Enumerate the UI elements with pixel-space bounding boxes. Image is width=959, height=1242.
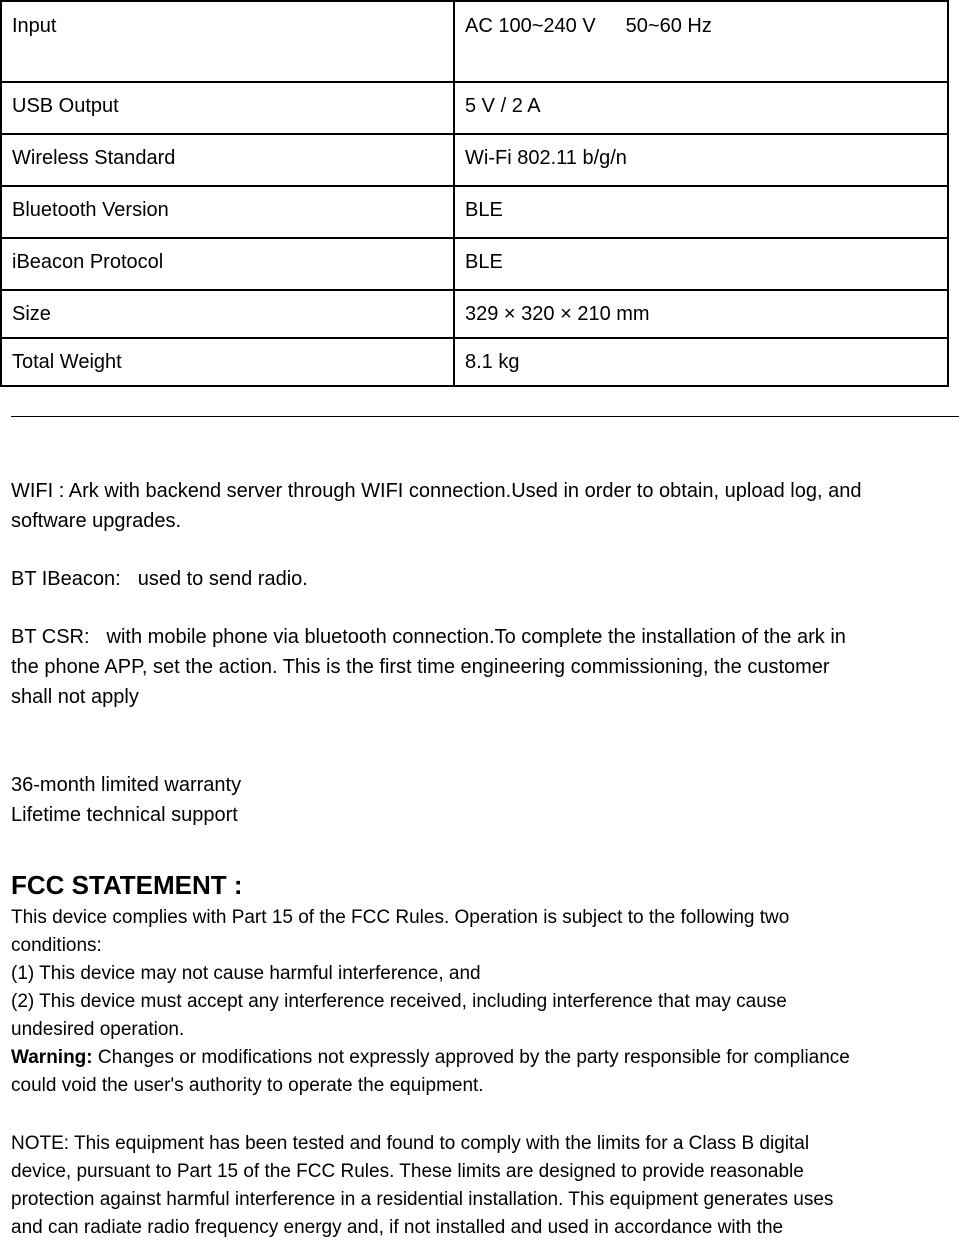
spec-row-ibeacon-protocol xyxy=(1,238,948,290)
bt-ibeacon-label: BT IBeacon: xyxy=(11,568,121,590)
fcc-condition-2: undesired operation. xyxy=(11,1019,185,1040)
warning-text: Changes or modifications not expressly approved by the party responsible for compliance xyxy=(92,1047,850,1068)
warning-text: could void the user's authority to operate the equipment. xyxy=(11,1075,484,1096)
spec-value-frequency: 50~60 Hz xyxy=(625,15,712,37)
bt-csr-label: BT CSR: xyxy=(11,626,90,648)
spec-value xyxy=(454,1,948,82)
horizontal-divider xyxy=(11,416,959,417)
warranty-text: 36-month limited warranty xyxy=(11,774,242,796)
spec-row-wireless-standard xyxy=(1,134,948,186)
warranty-block xyxy=(11,770,959,830)
spec-label: Size xyxy=(1,290,454,338)
bt-ibeacon-text: used to send radio. xyxy=(137,568,308,590)
spec-label: USB Output xyxy=(1,82,454,134)
fcc-statement xyxy=(11,904,959,1100)
spec-label: Wireless Standard xyxy=(1,134,454,186)
spec-label: Input xyxy=(1,1,454,82)
spec-row-usb-output xyxy=(1,82,948,134)
warning-label: Warning: xyxy=(11,1047,93,1068)
wifi-line: software upgrades. xyxy=(11,510,182,532)
note-line: protection against harmful interference in a residential installation. This equipment generates uses xyxy=(11,1189,834,1210)
wifi-line: WIFI : Ark with backend server through WIFI connection.Used in order to obtain, upload log, and xyxy=(11,480,862,502)
spec-label: iBeacon Protocol xyxy=(1,238,454,290)
spec-value: 329 × 320 × 210 mm xyxy=(454,290,948,338)
spec-row-bluetooth-version xyxy=(1,186,948,238)
fcc-condition-2: (2) This device must accept any interference received, including interference that may cause xyxy=(11,991,787,1012)
fcc-line: conditions: xyxy=(11,935,102,956)
spec-value: 8.1 kg xyxy=(454,338,948,386)
bt-csr-line: shall not apply xyxy=(11,686,139,708)
support-text: Lifetime technical support xyxy=(11,804,238,826)
spec-value: 5 V / 2 A xyxy=(454,82,948,134)
fcc-line: This device complies with Part 15 of the FCC Rules. Operation is subject to the following two xyxy=(11,907,790,928)
spec-value: BLE xyxy=(454,238,948,290)
spec-row-input xyxy=(1,1,948,82)
spec-row-total-weight xyxy=(1,338,948,386)
bt-csr-text: with mobile phone via bluetooth connection.To complete the installation of the ark in xyxy=(106,626,846,648)
bt-ibeacon-paragraph xyxy=(11,564,959,594)
spec-label: Bluetooth Version xyxy=(1,186,454,238)
note-line: device, pursuant to Part 15 of the FCC Rules. These limits are designed to provide reasonable xyxy=(11,1161,804,1182)
fcc-condition-1: (1) This device may not cause harmful interference, and xyxy=(11,963,481,984)
bt-csr-paragraph xyxy=(11,622,959,712)
fcc-note xyxy=(11,1130,959,1242)
bt-csr-line: the phone APP, set the action. This is the first time engineering commissioning, the customer xyxy=(11,656,830,678)
spec-value: BLE xyxy=(454,186,948,238)
spec-value-voltage: AC 100~240 V xyxy=(465,15,596,37)
specs-table xyxy=(0,0,949,387)
wifi-paragraph xyxy=(11,476,959,536)
note-line: and can radiate radio frequency energy and, if not installed and used in accordance with the xyxy=(11,1217,784,1238)
note-line: NOTE: This equipment has been tested and found to comply with the limits for a Class B digital xyxy=(11,1133,810,1154)
fcc-heading: FCC STATEMENT : xyxy=(11,870,243,900)
spec-row-size xyxy=(1,290,948,338)
spec-value: Wi-Fi 802.11 b/g/n xyxy=(454,134,948,186)
spec-label: Total Weight xyxy=(1,338,454,386)
